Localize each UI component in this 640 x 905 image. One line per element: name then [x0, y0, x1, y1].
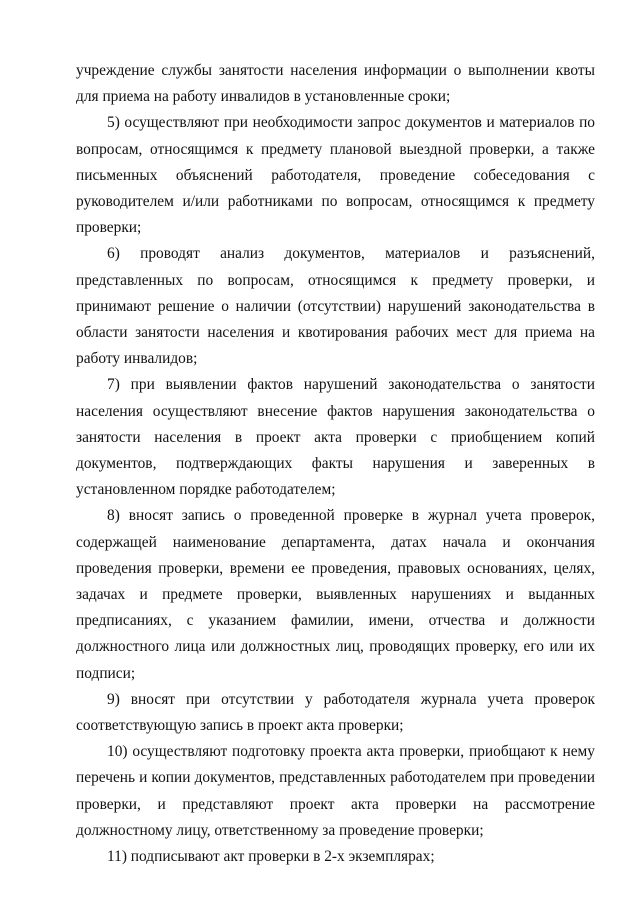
paragraph-item-5: 5) осуществляют при необходимости запрос документов и материалов по вопросам, относящимся к предмету плановой выездной проверки, а также письменных объяснений работодателя, проведение собеседования с руководителем и/или работниками по вопросам, относящимся к предмету проверки; — [76, 114, 595, 237]
paragraph-item-8: 8) вносят запись о проведенной проверке в журнал учета проверок, содержащей наименование департамента, датах начала и окончания проведения проверки, времени ее проведения, правовых основаниях, целях, задачах и предмете проверки, выявленных нарушениях и выданных предписаниях, с указанием фамилии, имени, отчества и должности должностного лица или должностных лиц, проводящих проверку, его или их подписи; — [76, 507, 595, 682]
paragraph-item-10: 10) осуществляют подготовку проекта акта проверки, приобщают к нему перечень и копии документов, представленных работодателем при проведении проверки, и представляют проект акта проверки на рассмотрение должностному лицу, ответственному за проведение проверки; — [76, 743, 595, 839]
paragraph-item-9: 9) вносят при отсутствии у работодателя журнала учета проверок соответствующую запись в проект акта проверки; — [76, 690, 595, 735]
document-body — [76, 58, 595, 870]
paragraph-continuation: учреждение службы занятости населения информации о выполнении квоты для приема на работу инвалидов в установленные сроки; — [76, 62, 595, 106]
paragraph-item-11: 11) подписывают акт проверки в 2-х экземплярах; — [107, 848, 435, 866]
paragraph-item-6: 6) проводят анализ документов, материалов и разъяснений, представленных по вопросам, относящимся к предмету проверки, и принимают решение о наличии (отсутствии) нарушений законодательства в области занятости населения и квотирования рабочих мест для приема на работу инвалидов; — [76, 245, 595, 368]
paragraph-item-7: 7) при выявлении фактов нарушений законодательства о занятости населения осуществляют внесение фактов нарушения законодательства о занятости населения в проект акта проверки с приобщением копий документов, подтверждающих факты нарушения и заверенных в установленном порядке работодателем; — [76, 376, 595, 499]
